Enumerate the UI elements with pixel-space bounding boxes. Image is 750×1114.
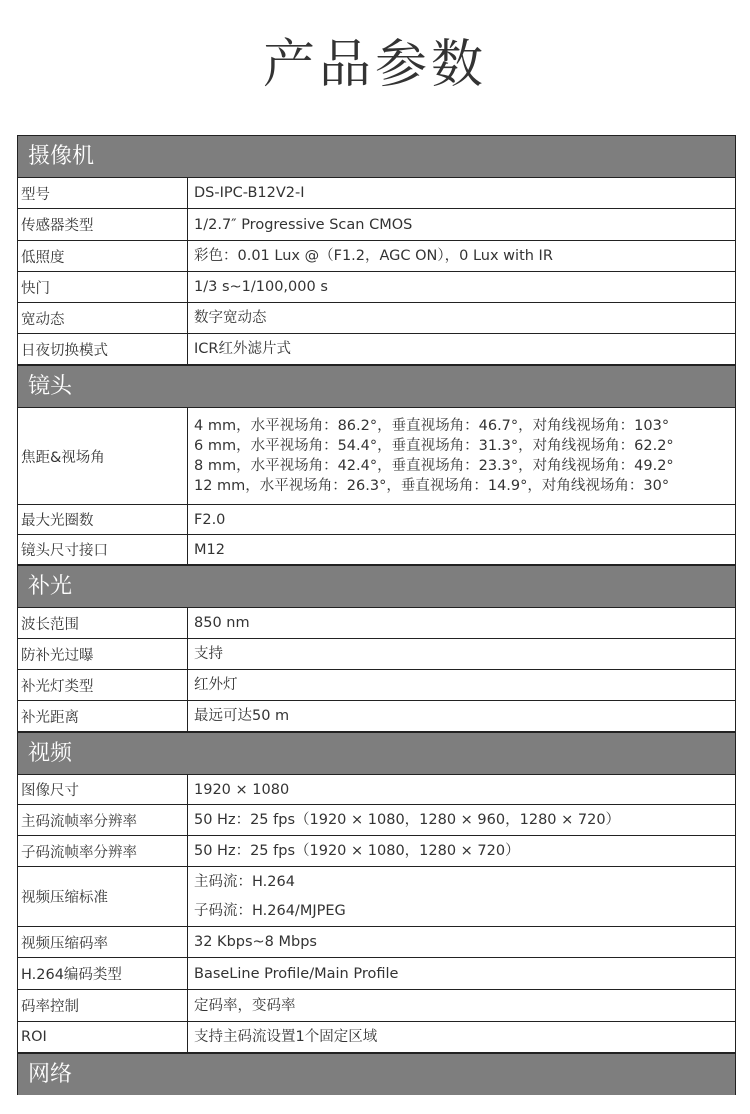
spec-value-line: 1920 × 1080	[194, 781, 290, 798]
spec-row	[17, 334, 736, 365]
spec-value-line: 最远可达50 m	[194, 708, 290, 724]
spec-value	[188, 272, 735, 302]
spec-label: 补光灯类型	[18, 670, 188, 700]
spec-value-line: 数字宽动态	[194, 310, 267, 326]
spec-value	[188, 775, 735, 804]
spec-value-line: 50 Hz：25 fps（1920 × 1080，1280 × 960，1280 × 720）	[194, 812, 621, 828]
spec-row	[17, 535, 736, 565]
spec-value	[188, 836, 735, 866]
spec-value-line: 彩色：0.01 Lux @（F1.2，AGC ON），0 Lux with IR	[194, 248, 553, 264]
spec-value	[188, 670, 735, 700]
spec-value	[188, 505, 735, 534]
spec-value-line: DS-IPC-B12V2-I	[194, 185, 305, 201]
spec-row	[17, 701, 736, 732]
spec-value-line: 6 mm，水平视场角：54.4°，垂直视场角：31.3°，对角线视场角：62.2°	[194, 438, 674, 454]
spec-table	[17, 135, 736, 1095]
spec-value-line: 850 nm	[194, 615, 250, 631]
spec-value-line: 8 mm，水平视场角：42.4°，垂直视场角：23.3°，对角线视场角：49.2°	[194, 458, 674, 474]
spec-row	[17, 805, 736, 836]
spec-row	[17, 407, 736, 505]
spec-label: 镜头尺寸接口	[18, 535, 188, 564]
spec-label: 码率控制	[18, 990, 188, 1021]
spec-label: 主码流帧率分辨率	[18, 805, 188, 835]
spec-label: 低照度	[18, 241, 188, 271]
spec-label: H.264编码类型	[18, 958, 188, 989]
section-header-lens: 镜头	[17, 365, 736, 407]
spec-value-line: ICR红外滤片式	[194, 341, 291, 357]
spec-row	[17, 303, 736, 334]
spec-label: 型号	[18, 178, 188, 208]
spec-value	[188, 958, 735, 989]
spec-value	[188, 990, 735, 1021]
spec-row	[17, 639, 736, 670]
spec-value-line: F2.0	[194, 511, 226, 528]
spec-row	[17, 927, 736, 958]
spec-label: 防补光过曝	[18, 639, 188, 669]
spec-value	[188, 1022, 735, 1052]
spec-row	[17, 209, 736, 241]
spec-label: 视频压缩码率	[18, 927, 188, 957]
spec-value-line: 32 Kbps~8 Mbps	[194, 934, 317, 950]
spec-row	[17, 670, 736, 701]
spec-row	[17, 867, 736, 927]
spec-row	[17, 836, 736, 867]
spec-value	[188, 805, 735, 835]
spec-value-line: 1/3 s~1/100,000 s	[194, 279, 328, 295]
spec-label: 最大光圈数	[18, 505, 188, 534]
section-header-ir: 补光	[17, 565, 736, 607]
spec-value-line: 红外灯	[194, 677, 238, 693]
spec-value	[188, 408, 735, 504]
spec-row	[17, 774, 736, 805]
spec-row	[17, 272, 736, 303]
section-header-network: 网络	[17, 1053, 736, 1095]
spec-value-line: M12	[194, 541, 225, 558]
spec-value	[188, 178, 735, 208]
spec-row	[17, 241, 736, 272]
spec-value-line: 1/2.7″ Progressive Scan CMOS	[194, 216, 413, 233]
spec-value	[188, 241, 735, 271]
spec-value-line: 4 mm，水平视场角：86.2°，垂直视场角：46.7°，对角线视场角：103°	[194, 418, 670, 434]
spec-label: 补光距离	[18, 701, 188, 731]
spec-value-line: 支持	[194, 646, 223, 662]
spec-row	[17, 990, 736, 1022]
spec-value-line: 主码流：H.264	[194, 873, 295, 890]
spec-value	[188, 639, 735, 669]
spec-value	[188, 927, 735, 957]
spec-row	[17, 958, 736, 990]
spec-row	[17, 505, 736, 535]
spec-value	[188, 867, 735, 926]
spec-label: 焦距&视场角	[18, 408, 188, 504]
page-title: 产品参数	[262, 35, 487, 95]
spec-label: 日夜切换模式	[18, 334, 188, 364]
spec-label: ROI	[18, 1022, 188, 1052]
spec-value	[188, 701, 735, 731]
spec-value	[188, 209, 735, 240]
spec-value-line: 12 mm，水平视场角：26.3°，垂直视场角：14.9°，对角线视场角：30°	[194, 478, 670, 494]
spec-label: 子码流帧率分辨率	[18, 836, 188, 866]
spec-value-line: 支持主码流设置1个固定区域	[194, 1029, 378, 1045]
spec-label: 传感器类型	[18, 209, 188, 240]
spec-label: 快门	[18, 272, 188, 302]
spec-label: 波长范围	[18, 608, 188, 638]
spec-row	[17, 177, 736, 209]
spec-label: 图像尺寸	[18, 775, 188, 804]
section-header-camera: 摄像机	[17, 135, 736, 177]
spec-label: 宽动态	[18, 303, 188, 333]
spec-row	[17, 1022, 736, 1053]
spec-value	[188, 334, 735, 364]
spec-value-line: BaseLine Profile/Main Profile	[194, 965, 399, 982]
spec-value	[188, 303, 735, 333]
spec-value-line: 50 Hz：25 fps（1920 × 1080，1280 × 720）	[194, 843, 520, 859]
spec-value-line: 子码流：H.264/MJPEG	[194, 902, 346, 919]
spec-value-line: 定码率，变码率	[194, 997, 296, 1014]
spec-row	[17, 607, 736, 639]
section-header-video: 视频	[17, 732, 736, 774]
spec-value	[188, 608, 735, 638]
spec-value	[188, 535, 735, 564]
spec-label: 视频压缩标准	[18, 867, 188, 926]
